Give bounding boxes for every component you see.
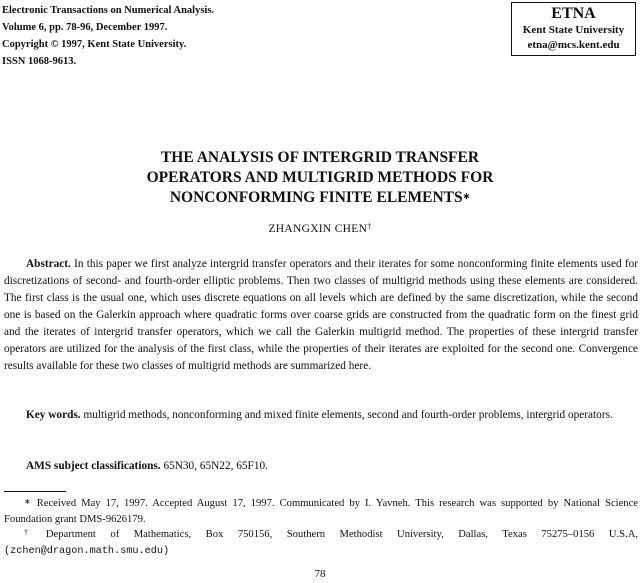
journal-header (2, 2, 422, 70)
page-number: 78 (314, 568, 326, 580)
etna-name: ETNA (551, 5, 596, 22)
title-line-2: OPERATORS AND MULTIGRID METHODS FOR (146, 169, 494, 186)
title-line-3-wrap (0, 188, 640, 208)
keywords-text: multigrid methods, nonconforming and mixed finite elements, second and fourth-order problems, intergrid operators. (83, 409, 613, 421)
footnote-2-mark: † (24, 528, 40, 537)
title-footnote-mark: ∗ (462, 191, 471, 201)
keywords-label: Key words. (26, 409, 81, 421)
paper-title (0, 148, 640, 208)
footnote-1-mark: ∗ (24, 497, 31, 506)
footnote-rule (4, 491, 66, 492)
title-line-1: THE ANALYSIS OF INTERGRID TRANSFER (160, 149, 480, 166)
abstract (4, 256, 638, 375)
etna-box (511, 2, 636, 56)
volume-info: Volume 6, pp. 78-96, December 1997. (2, 22, 168, 33)
footnote-2-email[interactable]: (zchen@dragon.math.smu.edu) (4, 545, 170, 557)
abstract-text: In this paper we first analyze intergrid transfer operators and their iterates for some nonconforming finite elements used for discretizations of second- and fourth-order elliptic problems. Then two classes of multigrid methods using these elements are considered. The first class is the usual one, which uses discrete equations on all levels which are defined by the same discretization, while the second one is based on the Galerkin approach where quadratic forms over coarse grids are constructed from the quadratic form on the finest grid and the iterates of intergrid transfer operators, which we call the Galerkin multigrid method. The properties of these intergrid transfer operators are utilized for the analysis of the first class, while the properties of their iterates are exploited for the second one. Convergence results available for these two classes of multigrid methods are summarized here. (4, 258, 638, 372)
author-line (0, 222, 640, 237)
abstract-label: Abstract. (26, 258, 71, 270)
issn-line: ISSN 1068-9613. (2, 56, 77, 67)
etna-email: etna@mcs.kent.edu (527, 39, 620, 51)
keywords (4, 407, 638, 424)
footnote-1-text: Received May 17, 1997. Accepted August 17, 1997. Communicated by I. Yavneh. This research was supported by National Science Foundation grant DMS-9626179. (4, 498, 638, 525)
ams-classifications (4, 458, 638, 475)
etna-university: Kent State University (522, 24, 625, 36)
footnote-2 (4, 527, 638, 559)
author-name: ZHANGXIN CHEN (268, 223, 368, 235)
title-line-3: NONCONFORMING FINITE ELEMENTS (169, 189, 463, 206)
footnote-2-text: Department of Mathematics, Box 750156, Southern Methodist University, Dallas, Texas 75275–0156 U.S.A, (45, 529, 638, 540)
ams-text: 65N30, 65N22, 65F10. (163, 460, 268, 472)
journal-name: Electronic Transactions on Numerical Analysis. (2, 5, 215, 16)
footnote-1 (4, 496, 638, 527)
ams-label: AMS subject classifications. (26, 460, 161, 472)
author-footnote-mark: † (367, 222, 372, 231)
copyright-line: Copyright © 1997, Kent State University. (2, 39, 187, 50)
